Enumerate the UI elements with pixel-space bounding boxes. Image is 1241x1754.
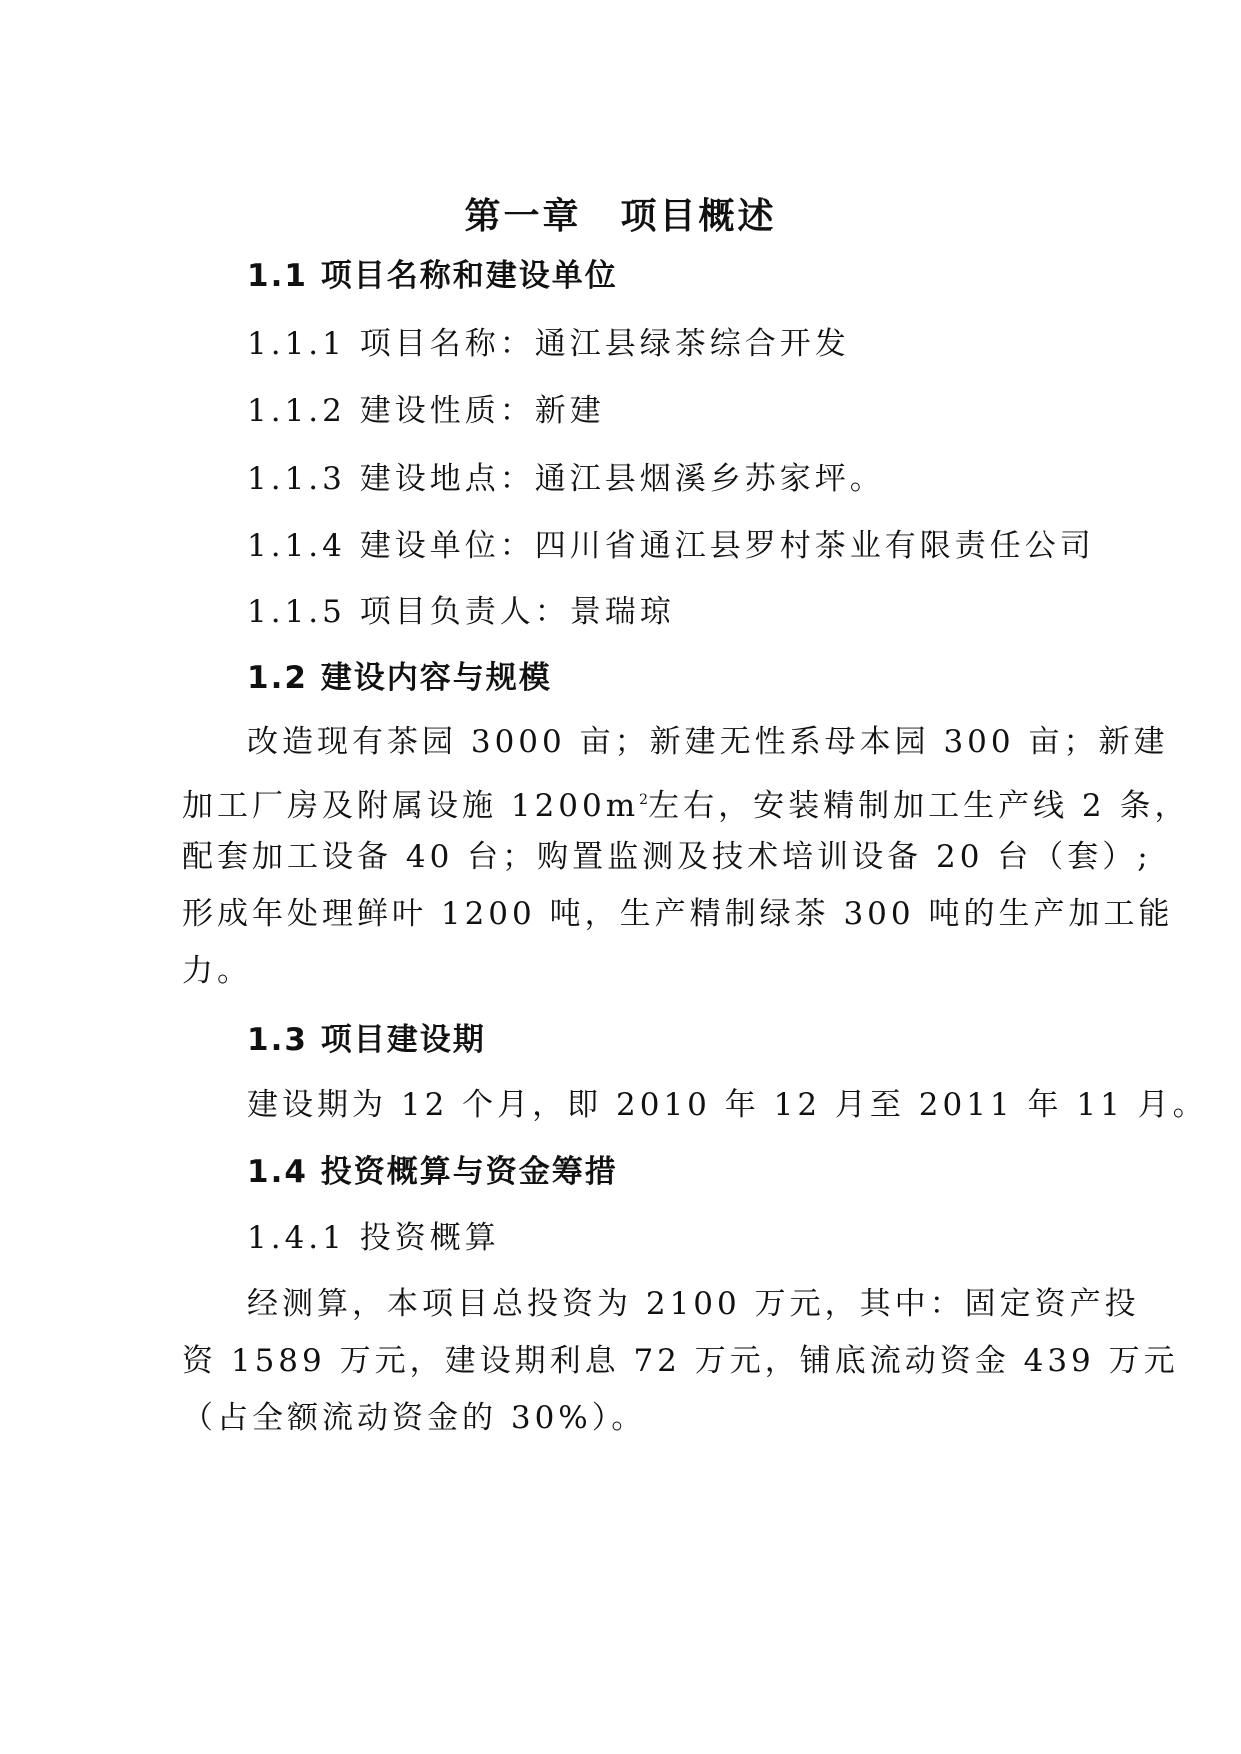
- paragraph-line: [182, 780, 1190, 826]
- paragraph-line: 经测算，本项目总投资为 2100 万元，其中：固定资产投: [247, 1286, 1140, 1322]
- item-project-leader: 1.1.5 项目负责人：景瑞琼: [247, 594, 675, 630]
- section-heading-1-3: 1.3 项目建设期: [247, 1022, 486, 1058]
- item-project-name: 1.1.1 项目名称：通江县绿茶综合开发: [247, 326, 850, 362]
- paragraph-line: 形成年处理鲜叶 1200 吨，生产精制绿茶 300 吨的生产加工能: [182, 896, 1174, 932]
- item-construction-unit: 1.1.4 建设单位：四川省通江县罗村茶业有限责任公司: [247, 528, 1095, 564]
- sub-heading-1-4-1: 1.4.1 投资概算: [247, 1220, 500, 1256]
- paragraph-line: 改造现有茶园 3000 亩；新建无性系母本园 300 亩；新建: [247, 724, 1169, 760]
- paragraph-line: 建设期为 12 个月，即 2010 年 12 月至 2011 年 11 月。: [247, 1087, 1208, 1123]
- paragraph-line: 配套加工设备 40 台；购置监测及技术培训设备 20 台（套）;: [182, 839, 1152, 875]
- item-construction-nature: 1.1.2 建设性质：新建: [247, 393, 605, 429]
- paragraph-text: 加工厂房及附属设施 1200m: [182, 788, 640, 824]
- section-heading-1-4: 1.4 投资概算与资金筹措: [247, 1154, 618, 1190]
- paragraph-line: 力。: [182, 953, 252, 989]
- superscript: 2: [639, 792, 649, 808]
- paragraph-text: 左右，安装精制加工生产线 2 条，: [648, 788, 1190, 824]
- section-heading-1-1: 1.1 项目名称和建设单位: [247, 258, 618, 294]
- paragraph-line: 资 1589 万元，建设期利息 72 万元，铺底流动资金 439 万元: [182, 1343, 1179, 1379]
- item-construction-site: 1.1.3 建设地点：通江县烟溪乡苏家坪。: [247, 461, 885, 497]
- chapter-title: 第一章 项目概述: [464, 196, 777, 237]
- paragraph-line: （占全额流动资金的 30%）。: [182, 1400, 647, 1436]
- section-heading-1-2: 1.2 建设内容与规模: [247, 660, 552, 696]
